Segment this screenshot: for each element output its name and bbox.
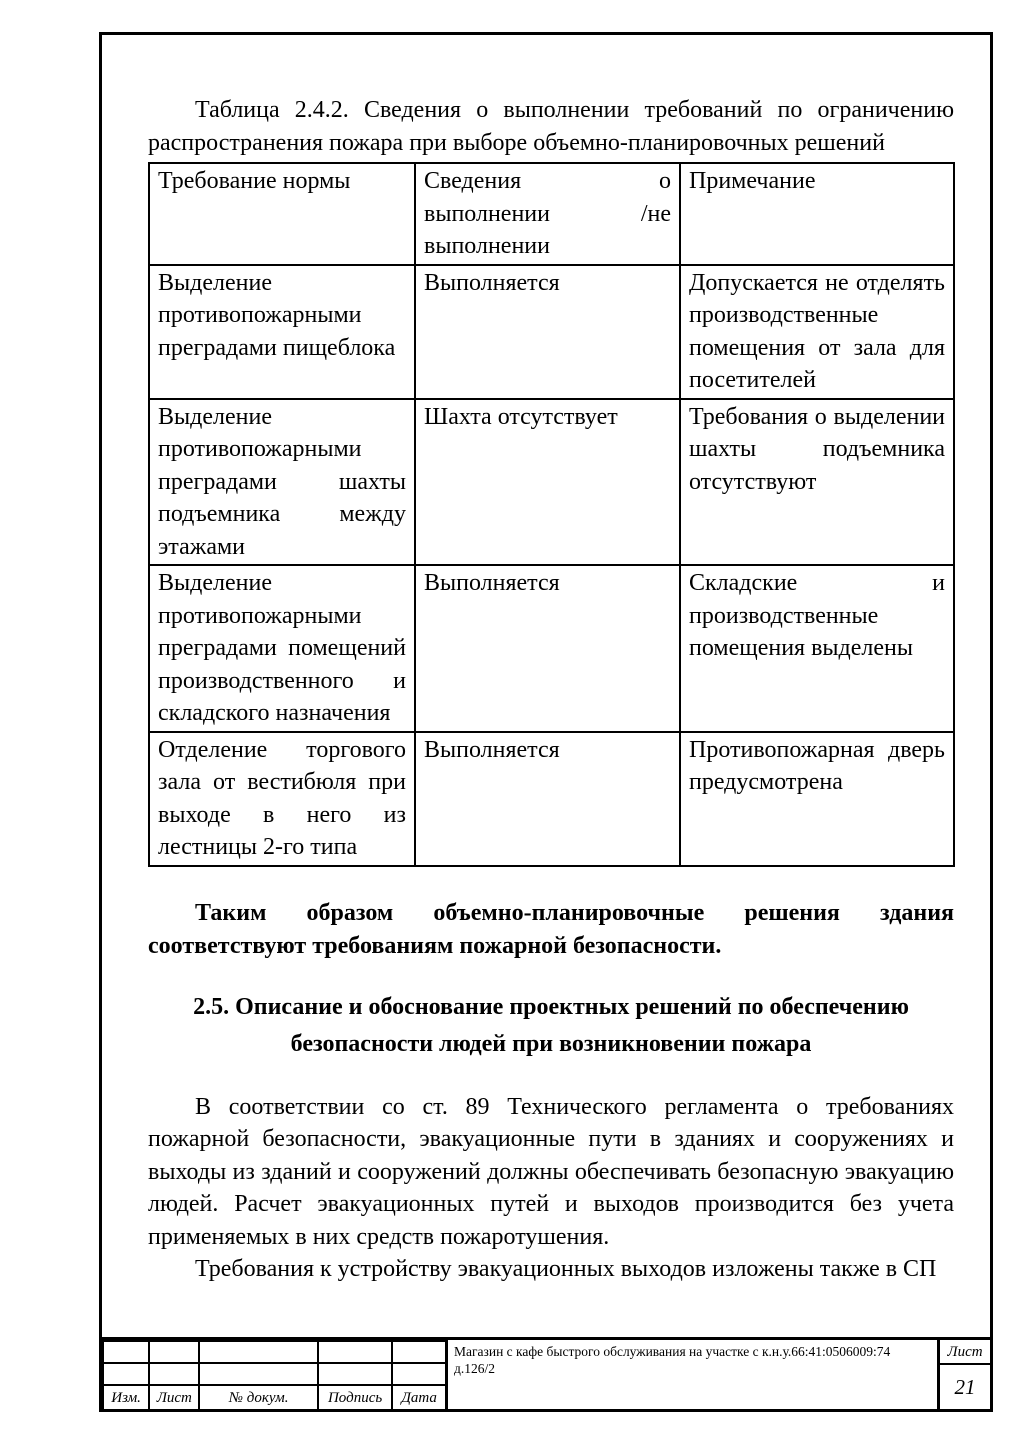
label-data: Дата	[392, 1385, 446, 1411]
table-cell: Шахта отсутствует	[415, 399, 680, 566]
table-cell: Отделение торгового зала от вестибюля при выходе в него из лестницы 2-го типа	[149, 732, 415, 866]
revision-cell	[103, 1341, 149, 1363]
compliance-table	[148, 162, 955, 867]
table-cell: Противопожарная дверь предусмотрена	[680, 732, 954, 866]
body-paragraph: В соответствии со ст. 89 Технического регламента о требованиях пожарной безопасности, эвакуационные пути в зданиях и сооружениях и выходы из зданий и сооружений должны обеспечивать безопасную эвакуацию людей. Расчет эвакуационных путей и выходов производится без учета применяемых в них средств пожаротушения.	[148, 1093, 954, 1250]
revision-row	[103, 1363, 447, 1385]
revision-cell	[103, 1363, 149, 1385]
body-paragraph: Требования к устройству эвакуационных выходов изложены также в СП	[195, 1256, 937, 1282]
title-block	[102, 1337, 990, 1409]
table-cell: Выделение противопожарными преградами пищеблока	[149, 265, 415, 399]
revision-cell	[199, 1341, 318, 1363]
table-row	[149, 265, 954, 399]
revision-cell	[392, 1341, 446, 1363]
revision-table	[102, 1340, 448, 1412]
revision-cell	[318, 1363, 392, 1385]
label-list: Лист	[149, 1385, 199, 1411]
table-caption: Таблица 2.4.2. Сведения о выполнении требований по ограничению распространения пожара при выборе объемно-планировочных решений	[148, 97, 954, 156]
table-cell: Выделение противопожарными преградами шахты подъемника между этажами	[149, 399, 415, 566]
table-row	[149, 399, 954, 566]
table-cell: Допускается не отделять производственные помещения от зала для посетителей	[680, 265, 954, 399]
table-row	[149, 732, 954, 866]
sheet-number: 21	[954, 1375, 976, 1399]
header-cell: Сведения о выполнении /не выполнении	[415, 163, 680, 265]
revision-cell	[392, 1363, 446, 1385]
table-cell: Складские и производственные помещения выделены	[680, 565, 954, 732]
revision-cell	[149, 1341, 199, 1363]
document-content	[148, 94, 954, 1286]
revision-labels-row	[103, 1385, 447, 1411]
sheet-label: Лист	[940, 1340, 990, 1365]
section-heading: 2.5. Описание и обоснование проектных решений по обеспечению безопасности людей при возникновении пожара	[193, 993, 909, 1057]
conclusion-paragraph: Таким образом объемно-планировочные решения здания соответствуют требованиям пожарной безопасности.	[148, 899, 954, 959]
label-izm: Изм.	[103, 1385, 149, 1411]
label-podpis: Подпись	[318, 1385, 392, 1411]
revision-row	[103, 1341, 447, 1363]
table-row	[149, 565, 954, 732]
sheet-box	[940, 1340, 990, 1409]
table-header-row	[149, 163, 954, 265]
table-cell: Выполняется	[415, 565, 680, 732]
project-title: Магазин с кафе быстрого обслуживания на участке с к.н.у.66:41:0506009:74 д.126/2	[448, 1340, 940, 1409]
header-cell: Требование нормы	[149, 163, 415, 265]
revision-cell	[149, 1363, 199, 1385]
label-ndokum: № докум.	[199, 1385, 318, 1411]
revision-cell	[318, 1341, 392, 1363]
table-cell: Выполняется	[415, 265, 680, 399]
header-cell: Примечание	[680, 163, 954, 265]
table-cell: Требования о выделении шахты подъемника отсутствуют	[680, 399, 954, 566]
table-cell: Выполняется	[415, 732, 680, 866]
table-cell: Выделение противопожарными преградами помещений производственного и складского назначения	[149, 565, 415, 732]
revision-cell	[199, 1363, 318, 1385]
